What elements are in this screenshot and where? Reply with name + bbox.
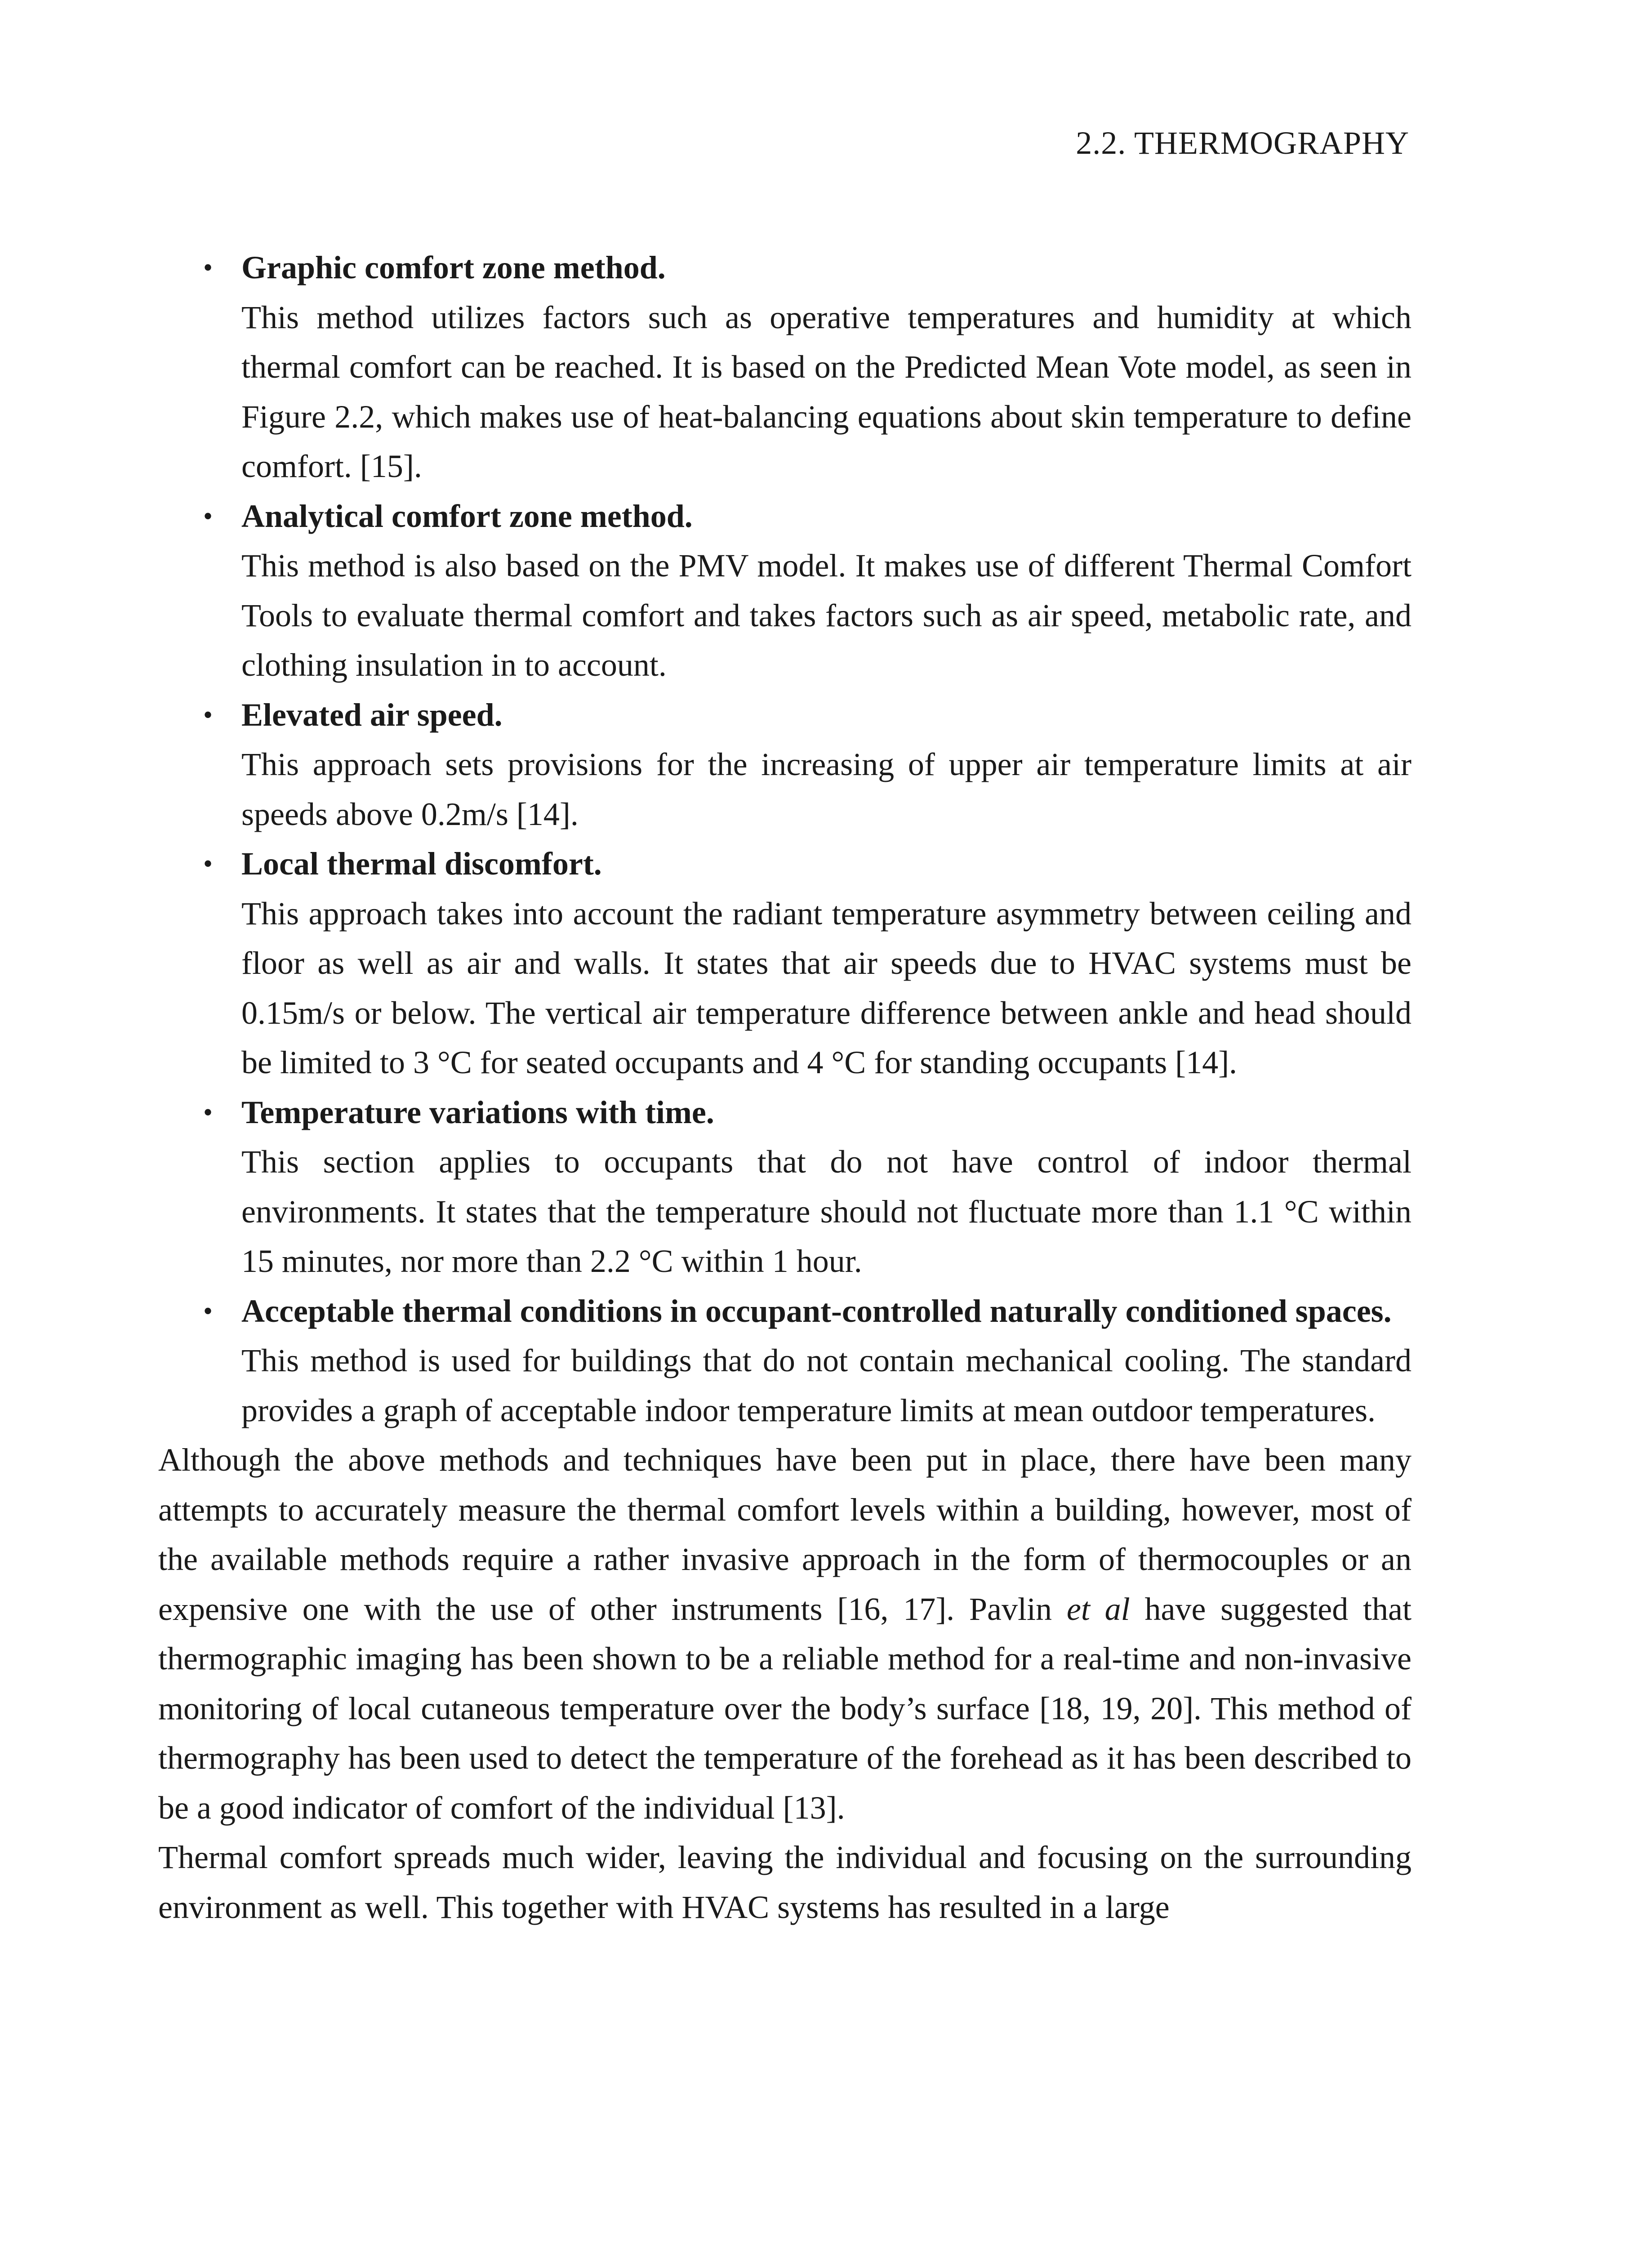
list-item-title: Acceptable thermal conditions in occupant-controlled naturally conditioned spaces. — [241, 1293, 1392, 1329]
page-content — [158, 243, 1412, 1932]
bullet-icon: • — [203, 1296, 213, 1326]
bullet-icon: • — [203, 253, 213, 282]
paragraph-text: Although the above methods and techniques have been put in place, there have been many attempts to accurately measure the thermal comfort levels within a building, however, most of the available methods require a rather invasive approach in the form of thermocouples or an expensive one with the use of other instruments [16, 17]. Pavlin — [158, 1442, 1412, 1627]
list-item — [158, 243, 1412, 491]
bullet-icon: • — [203, 1097, 213, 1127]
list-item — [158, 839, 1412, 1088]
running-header: 2.2. THERMOGRAPHY — [1076, 125, 1409, 161]
list-item-body: This approach takes into account the radiant temperature asymmetry between ceiling and floor as well as air and walls. It states that air speeds due to HVAC systems must be 0.15m/s or below. The vertical air temperature difference between ankle and head should be limited to 3 °C for seated occupants and 4 °C for standing occupants [14]. — [241, 895, 1412, 1080]
list-item — [158, 1286, 1412, 1436]
list-item-body: This approach sets provisions for the increasing of upper air temperature limits at air speeds above 0.2m/s [14]. — [241, 746, 1412, 832]
list-item — [158, 690, 1412, 839]
list-item-title: Temperature variations with time. — [241, 1094, 714, 1130]
list-item-body: This section applies to occupants that do not have control of indoor thermal environments. It states that the temperature should not fluctuate more than 1.1 °C within 15 minutes, nor more than 2.2 °C within 1 hour. — [241, 1144, 1412, 1279]
paragraph-text: have suggested that thermographic imaging has been shown to be a reliable method for a real-time and non-invasive monitoring of local cutaneous temperature over the body’s surface [18, 19, 20]. This method of thermography has been used to detect the temperature of the forehead as it has been described to be a good indicator of comfort of the individual [13]. — [158, 1591, 1412, 1826]
paragraph-italic-text: et al — [1066, 1591, 1130, 1627]
list-item-body: This method is also based on the PMV model. It makes use of different Thermal Comfort Tools to evaluate thermal comfort and takes factors such as air speed, metabolic rate, and clothing insulation in to account. — [241, 548, 1412, 683]
bullet-icon: • — [203, 700, 213, 730]
bullet-icon: • — [203, 501, 213, 531]
list-item-title: Elevated air speed. — [241, 696, 503, 733]
list-item-title: Analytical comfort zone method. — [241, 498, 693, 534]
methods-list — [158, 243, 1412, 1435]
list-item-body: This method is used for buildings that do not contain mechanical cooling. The standard provides a graph of acceptable indoor temperature limits at mean outdoor temperatures. — [241, 1343, 1412, 1428]
list-item — [158, 491, 1412, 690]
body-paragraph — [158, 1435, 1412, 1833]
list-item — [158, 1088, 1412, 1286]
list-item-title: Local thermal discomfort. — [241, 846, 602, 882]
body-paragraph: Thermal comfort spreads much wider, leaving the individual and focusing on the surrounding environment as well. This together with HVAC systems has resulted in a large — [158, 1839, 1412, 1925]
bullet-icon: • — [203, 849, 213, 879]
list-item-title: Graphic comfort zone method. — [241, 250, 666, 285]
list-item-body: This method utilizes factors such as operative temperatures and humidity at which thermal comfort can be reached. It is based on the Predicted Mean Vote model, as seen in Figure 2.2, which makes use of heat-balancing equations about skin temperature to define comfort. [15]. — [241, 299, 1412, 484]
